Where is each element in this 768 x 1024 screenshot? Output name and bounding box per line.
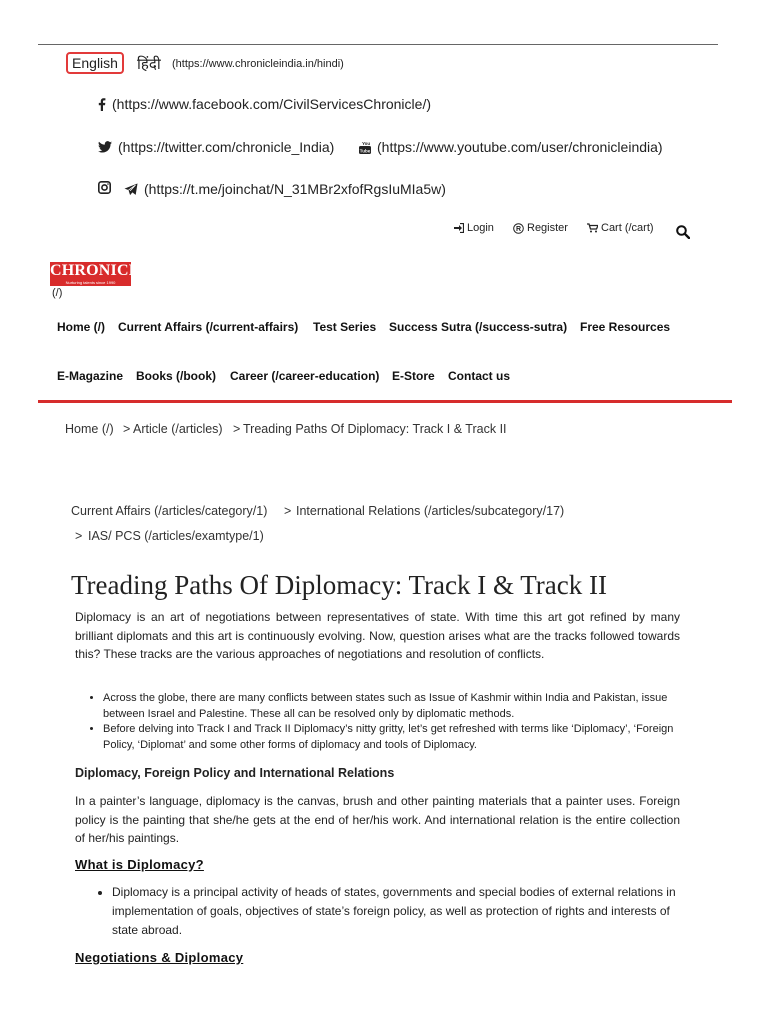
instagram-icon — [98, 181, 111, 194]
category-link[interactable]: Current Affairs (/articles/category/1) — [71, 504, 268, 518]
logo-tagline: Nurturing talents since 1990 — [65, 280, 116, 285]
list-item: • Diplomacy is a principal activity of heads of states, governments and special bodies of external relations in implementation of goals, objectives of state’s foreign policy, as well as protection of rights and interests of state abroad. — [112, 883, 680, 940]
register-link[interactable] — [513, 222, 568, 234]
examtype-link[interactable]: IAS/ PCS (/articles/examtype/1) — [88, 529, 264, 543]
section-heading-what-is-diplomacy: What is Diplomacy? — [75, 857, 204, 872]
twitter-link[interactable] — [98, 139, 334, 155]
nav-career[interactable]: Career (/career-education) — [230, 369, 380, 383]
english-language-button[interactable]: English — [66, 52, 124, 74]
section-subheading: Diplomacy, Foreign Policy and International Relations — [75, 766, 395, 780]
cart-icon — [587, 223, 598, 233]
cart-label: Cart (/cart) — [601, 222, 654, 234]
svg-text:You: You — [362, 141, 371, 146]
article-paragraph: In a painter’s language, diplomacy is the canvas, brush and other painting materials that a painter uses. Foreign policy is the painting that she/he gets at the end of her/his work. And international relation is the entire collection of her/his paintings. — [75, 794, 680, 845]
nav-books[interactable]: Books (/book) — [136, 369, 216, 383]
facebook-url: (https://www.facebook.com/CivilServicesChronicle/) — [112, 96, 431, 112]
registered-icon — [513, 223, 524, 234]
nav-current-affairs[interactable]: Current Affairs (/current-affairs) — [118, 320, 299, 334]
breadcrumb-home[interactable]: Home (/) — [65, 422, 114, 436]
search-icon — [676, 225, 690, 239]
nav-free-resources[interactable]: Free Resources — [580, 320, 671, 334]
facebook-link[interactable] — [98, 96, 431, 112]
article-bullet-list — [75, 691, 680, 753]
twitter-url: (https://twitter.com/chronicle_India) — [118, 139, 335, 155]
list-item: • Before delving into Track I and Track II Diplomacy’s nitty gritty, let’s get refreshed with terms like ‘Diplomacy’, ‘Foreign Policy, ‘Diplomat’ and some other forms of diplomacy and tools of Diplomacy. — [103, 722, 680, 753]
telegram-link[interactable] — [124, 181, 446, 197]
nav-e-magazine[interactable]: E-Magazine — [57, 369, 124, 383]
section-heading-negotiations: Negotiations & Diplomacy — [75, 950, 244, 965]
category-separator: > — [75, 529, 83, 543]
svg-text:R: R — [515, 225, 522, 233]
logo-text: CHRONICLE — [50, 262, 151, 279]
instagram-link[interactable] — [98, 181, 111, 199]
svg-text:Tube: Tube — [359, 148, 371, 154]
nav-home[interactable]: Home (/) — [57, 320, 105, 334]
youtube-link[interactable] — [359, 139, 663, 155]
article-title: Treading Paths Of Diplomacy: Track I & Track II — [71, 570, 607, 600]
breadcrumb-article[interactable]: Article (/articles) — [133, 422, 223, 436]
list-item: • Across the globe, there are many conflicts between states such as Issue of Kashmir within India and Pakistan, issue between Israel and Palestine. These all can be resolved only by diplomatic methods. — [103, 691, 680, 722]
logo-home-link[interactable]: (/) — [52, 287, 63, 299]
youtube-url: (https://www.youtube.com/user/chronicleindia) — [377, 139, 663, 155]
search-button[interactable] — [676, 225, 690, 244]
telegram-url: (https://t.me/joinchat/N_31MBr2xfofRgsIuMIa5w) — [144, 181, 446, 197]
telegram-icon — [124, 183, 138, 196]
facebook-icon — [98, 98, 106, 111]
top-divider — [38, 44, 718, 45]
article-intro: Diplomacy is an art of negotiations between representatives of state. With time this art got refined by many brilliant diplomats and this art is continuously evolving. Now, question arises what are the tracks followed towards this? These tracks are the various approaches of negotiations and resolution of conflicts. — [75, 610, 680, 661]
chronicle-logo[interactable] — [50, 262, 151, 286]
category-separator: > — [284, 504, 292, 518]
breadcrumb-separator: > — [123, 422, 131, 436]
nav-success-sutra[interactable]: Success Sutra (/success-sutra) — [389, 320, 568, 334]
nav-e-store[interactable]: E-Store — [392, 369, 435, 383]
login-label: Login — [467, 222, 494, 234]
nav-divider — [38, 400, 732, 403]
nav-contact-us[interactable]: Contact us — [448, 369, 511, 383]
diplomacy-bullet-list — [75, 883, 680, 940]
hindi-url-text[interactable]: (https://www.chronicleindia.in/hindi) — [172, 58, 344, 70]
youtube-icon — [359, 140, 371, 154]
breadcrumb-current: Treading Paths Of Diplomacy: Track I & Track II — [243, 422, 507, 436]
hindi-language-link[interactable]: हिंदी — [137, 56, 161, 73]
subcategory-link[interactable]: International Relations (/articles/subcategory/17) — [296, 504, 565, 518]
twitter-icon — [98, 141, 112, 153]
login-link[interactable] — [454, 222, 494, 234]
cart-link[interactable] — [587, 222, 654, 234]
register-label: Register — [527, 222, 568, 234]
nav-test-series[interactable]: Test Series — [313, 320, 377, 334]
breadcrumb-separator: > — [233, 422, 241, 436]
login-icon — [454, 223, 464, 233]
